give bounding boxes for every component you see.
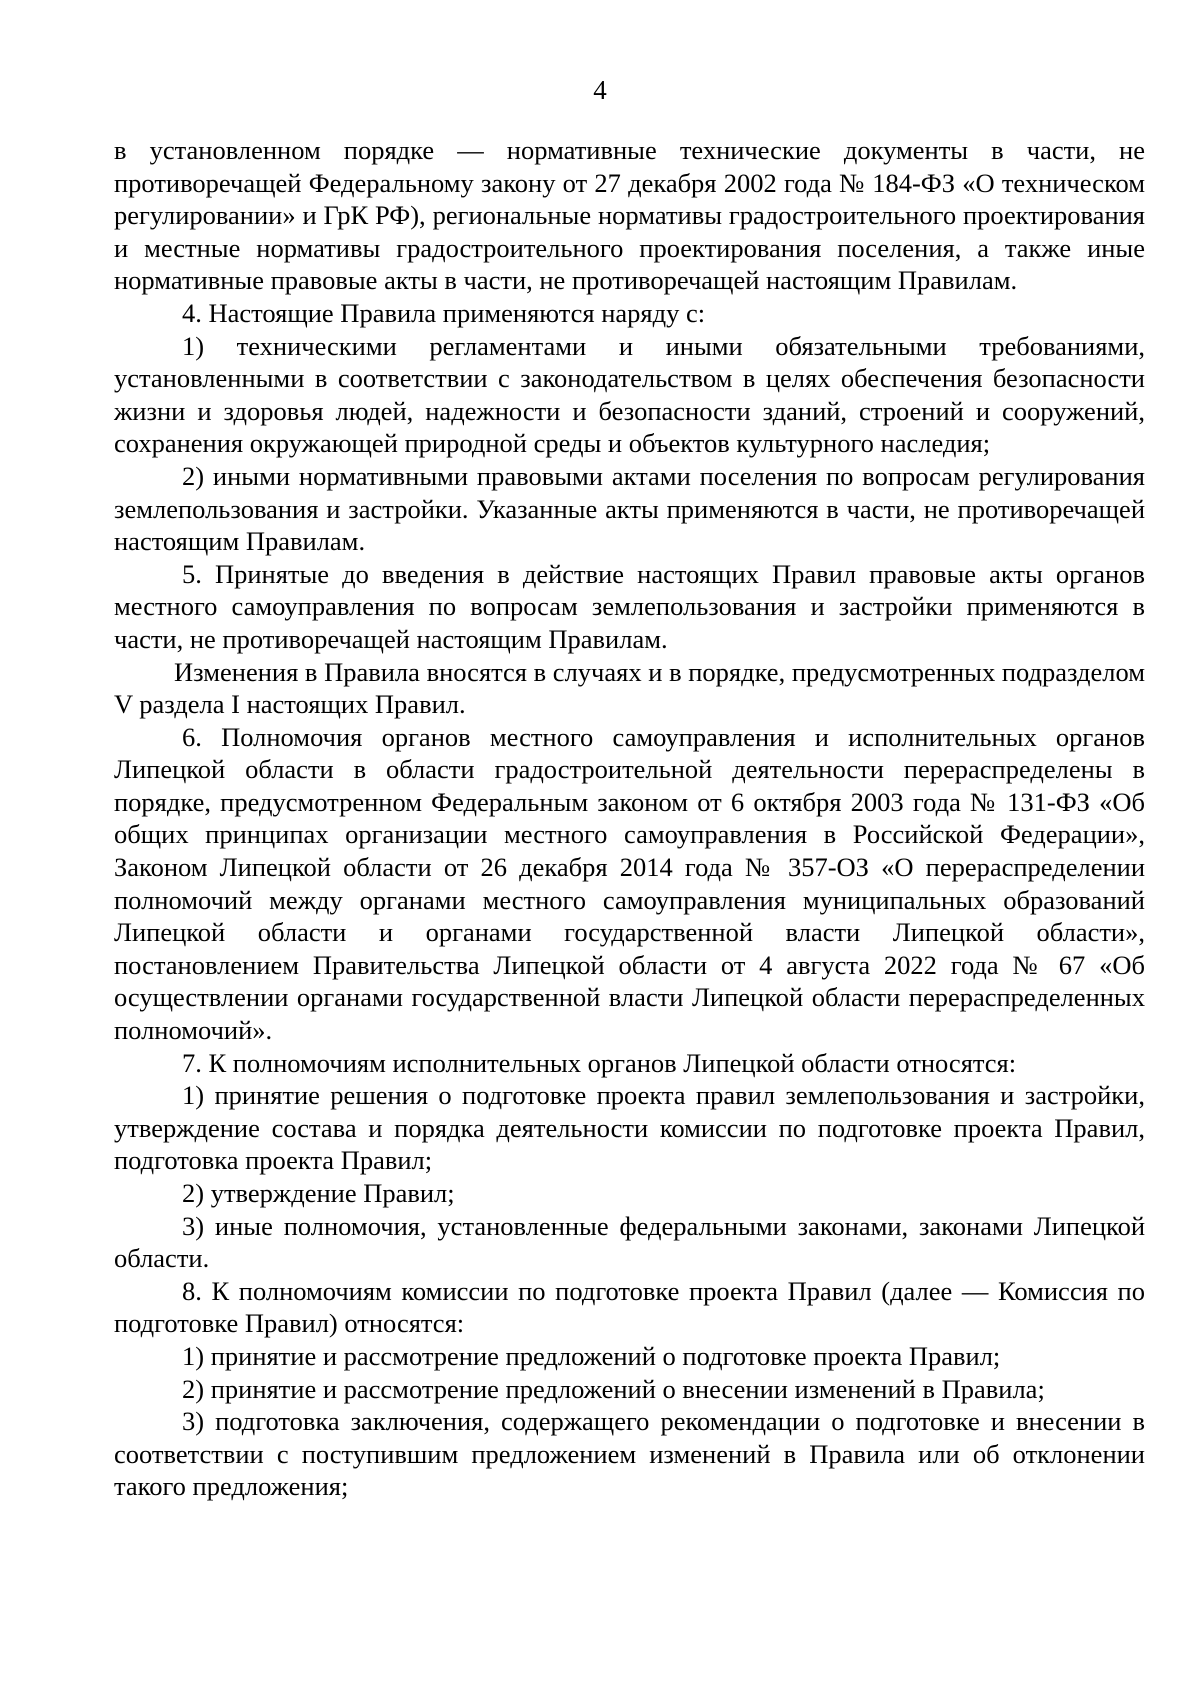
paragraph-item-8-1: 1) принятие и рассмотрение предложений о подготовке проекта Правил; — [182, 1340, 1001, 1371]
paragraph-continuation: в установленном порядке — нормативные технические документы в части, не противоречащей Федеральному закону от 27 декабря 2002 года № 184-ФЗ «О техническом регулировании» и ГрК РФ), региональные нормативы градостроительного проектирования и местные нормативы градостроительного проектирования поселения, а также иные нормативные правовые акты в части, не противоречащей настоящим Правилам. — [114, 135, 1145, 296]
paragraph-item-4-2: 2) иными нормативными правовыми актами поселения по вопросам регулирования землепользования и застройки. Указанные акты применяются в части, не противоречащей настоящим Правилам. — [114, 460, 1145, 557]
paragraph-item-8-2: 2) принятие и рассмотрение предложений о внесении изменений в Правила; — [182, 1373, 1045, 1404]
paragraph-item-6: 6. Полномочия органов местного самоуправления и исполнительных органов Липецкой области в области градостроительной деятельности перераспределены в порядке, предусмотренном Федеральным законом от 6 октября 2003 года № 131-ФЗ «Об общих принципах организации местного самоуправления в Российской Федерации», Законом Липецкой области от 26 декабря 2014 года № 357-ОЗ «О перераспределении полномочий между органами местного самоуправления муниципальных образований Липецкой области и органами государственной власти Липецкой области», постановлением Правительства Липецкой области от 4 августа 2022 года № 67 «Об осуществлении органами государственной власти Липецкой области перераспределенных полномочий». — [114, 721, 1145, 1046]
paragraph-item-4-1: 1) техническими регламентами и иными обязательными требованиями, установленными в соответствии с законодательством в целях обеспечения безопасности жизни и здоровья людей, надежности и безопасности зданий, строений и сооружений, сохранения окружающей природной среды и объектов культурного наследия; — [114, 330, 1145, 459]
paragraph-item-7-1: 1) принятие решения о подготовке проекта правил землепользования и застройки, утверждение состава и порядка деятельности комиссии по подготовке проекта Правил, подготовка проекта Правил; — [114, 1080, 1145, 1176]
paragraph-item-8-3: 3) подготовка заключения, содержащего рекомендации о подготовке и внесении в соответствии с поступившим предложением изменений в Правила или об отклонении такого предложения; — [114, 1406, 1145, 1502]
document-body — [114, 134, 1145, 1503]
paragraph-item-7: 7. К полномочиям исполнительных органов Липецкой области относятся: — [182, 1047, 1017, 1078]
paragraph-item-5: 5. Принятые до введения в действие настоящих Правил правовые акты органов местного самоуправления по вопросам землепользования и застройки применяются в части, не противоречащей настоящим Правилам. — [114, 558, 1145, 654]
paragraph-amendments: Изменения в Правила вносятся в случаях и в порядке, предусмотренных подразделом V раздела I настоящих Правил. — [114, 656, 1145, 720]
paragraph-item-7-3: 3) иные полномочия, установленные федеральными законами, законами Липецкой области. — [114, 1210, 1145, 1274]
paragraph-item-7-2: 2) утверждение Правил; — [182, 1178, 455, 1208]
page-number: 4 — [593, 75, 607, 105]
paragraph-item-4: 4. Настоящие Правила применяются наряду с: — [182, 297, 706, 328]
paragraph-item-8: 8. К полномочиям комиссии по подготовке проекта Правил (далее — Комиссия по подготовке Правил) относятся: — [114, 1275, 1145, 1339]
